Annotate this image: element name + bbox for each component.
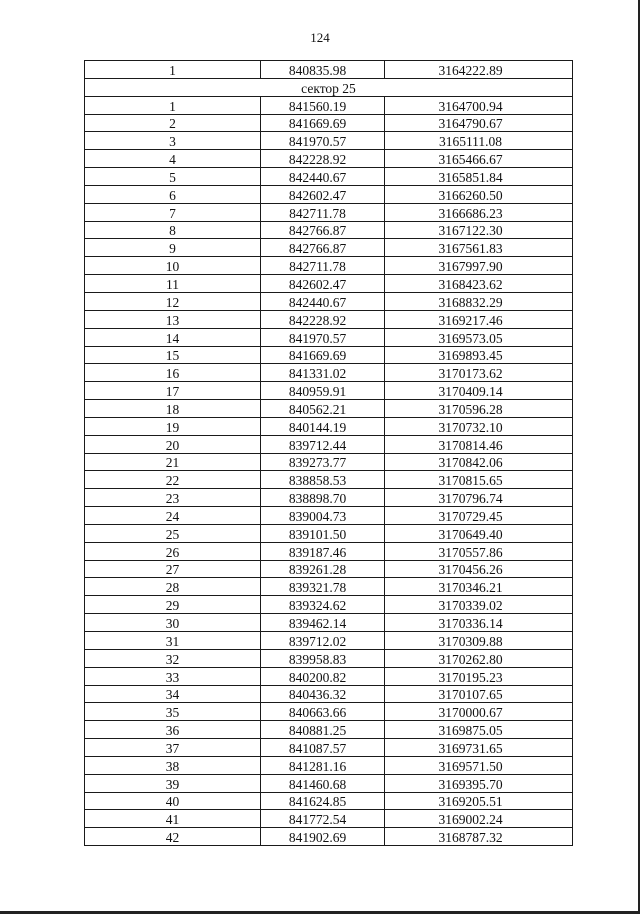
x-coordinate-cell: 840881.25 (261, 721, 385, 739)
y-coordinate-cell: 3170173.62 (385, 364, 573, 382)
point-number-cell: 6 (85, 185, 261, 203)
table-row (85, 221, 573, 239)
table-row (85, 756, 573, 774)
y-coordinate-cell: 3170000.67 (385, 703, 573, 721)
table-row (85, 792, 573, 810)
point-number-cell: 41 (85, 810, 261, 828)
x-coordinate-cell: 840663.66 (261, 703, 385, 721)
x-coordinate-cell: 841624.85 (261, 792, 385, 810)
y-coordinate-cell: 3167561.83 (385, 239, 573, 257)
y-coordinate-cell: 3170649.40 (385, 524, 573, 542)
point-number-cell: 28 (85, 578, 261, 596)
x-coordinate-cell: 842602.47 (261, 275, 385, 293)
point-number-cell: 25 (85, 524, 261, 542)
x-coordinate-cell: 840144.19 (261, 417, 385, 435)
x-coordinate-cell: 842228.92 (261, 310, 385, 328)
point-number-cell: 24 (85, 507, 261, 525)
x-coordinate-cell: 839321.78 (261, 578, 385, 596)
y-coordinate-cell: 3169395.70 (385, 774, 573, 792)
point-number-cell: 37 (85, 739, 261, 757)
point-number-cell: 4 (85, 150, 261, 168)
table-row (85, 489, 573, 507)
y-coordinate-cell: 3168423.62 (385, 275, 573, 293)
y-coordinate-cell: 3170309.88 (385, 632, 573, 650)
table-row (85, 632, 573, 650)
x-coordinate-cell: 839462.14 (261, 614, 385, 632)
point-number-cell: 10 (85, 257, 261, 275)
y-coordinate-cell: 3170729.45 (385, 507, 573, 525)
point-number-cell: 16 (85, 364, 261, 382)
x-coordinate-cell: 841281.16 (261, 756, 385, 774)
table-row (85, 382, 573, 400)
x-coordinate-cell: 842440.67 (261, 168, 385, 186)
table-row (85, 417, 573, 435)
table-row (85, 435, 573, 453)
table-row (85, 185, 573, 203)
y-coordinate-cell: 3170195.23 (385, 667, 573, 685)
table-row (85, 364, 573, 382)
point-number-cell: 19 (85, 417, 261, 435)
y-coordinate-cell: 3165111.08 (385, 132, 573, 150)
x-coordinate-cell: 841970.57 (261, 328, 385, 346)
x-coordinate-cell: 839324.62 (261, 596, 385, 614)
point-number-cell: 36 (85, 721, 261, 739)
y-coordinate-cell: 3169205.51 (385, 792, 573, 810)
point-number-cell: 35 (85, 703, 261, 721)
x-coordinate-cell: 841970.57 (261, 132, 385, 150)
table-row (85, 257, 573, 275)
point-number-cell: 1 (85, 61, 261, 79)
y-coordinate-cell: 3170815.65 (385, 471, 573, 489)
y-coordinate-cell: 3167997.90 (385, 257, 573, 275)
table-row (85, 96, 573, 114)
point-number-cell: 5 (85, 168, 261, 186)
point-number-cell: 14 (85, 328, 261, 346)
point-number-cell: 3 (85, 132, 261, 150)
x-coordinate-cell: 839004.73 (261, 507, 385, 525)
point-number-cell: 17 (85, 382, 261, 400)
y-coordinate-cell: 3169217.46 (385, 310, 573, 328)
point-number-cell: 32 (85, 649, 261, 667)
page-number: 124 (310, 30, 330, 45)
table-row (85, 310, 573, 328)
y-coordinate-cell: 3165851.84 (385, 168, 573, 186)
y-coordinate-cell: 3167122.30 (385, 221, 573, 239)
y-coordinate-cell: 3165466.67 (385, 150, 573, 168)
point-number-cell: 20 (85, 435, 261, 453)
y-coordinate-cell: 3170336.14 (385, 614, 573, 632)
point-number-cell: 13 (85, 310, 261, 328)
y-coordinate-cell: 3170456.26 (385, 560, 573, 578)
y-coordinate-cell: 3168832.29 (385, 292, 573, 310)
table-row (85, 524, 573, 542)
y-coordinate-cell: 3170732.10 (385, 417, 573, 435)
table-row (85, 596, 573, 614)
table-row (85, 649, 573, 667)
point-number-cell: 38 (85, 756, 261, 774)
x-coordinate-cell: 838858.53 (261, 471, 385, 489)
point-number-cell: 27 (85, 560, 261, 578)
point-number-cell: 26 (85, 542, 261, 560)
y-coordinate-cell: 3169573.05 (385, 328, 573, 346)
point-number-cell: 11 (85, 275, 261, 293)
point-number-cell: 34 (85, 685, 261, 703)
x-coordinate-cell: 838898.70 (261, 489, 385, 507)
x-coordinate-cell: 841902.69 (261, 828, 385, 846)
point-number-cell: 31 (85, 632, 261, 650)
x-coordinate-cell: 842711.78 (261, 203, 385, 221)
table-row (85, 560, 573, 578)
table-row (85, 150, 573, 168)
x-coordinate-cell: 840436.32 (261, 685, 385, 703)
point-number-cell: 9 (85, 239, 261, 257)
table-row (85, 168, 573, 186)
point-number-cell: 29 (85, 596, 261, 614)
table-row (85, 667, 573, 685)
sector-header-row (85, 78, 573, 96)
point-number-cell: 33 (85, 667, 261, 685)
x-coordinate-cell: 839101.50 (261, 524, 385, 542)
y-coordinate-cell: 3164222.89 (385, 61, 573, 79)
y-coordinate-cell: 3164700.94 (385, 96, 573, 114)
y-coordinate-cell: 3169893.45 (385, 346, 573, 364)
table-row (85, 703, 573, 721)
y-coordinate-cell: 3169731.65 (385, 739, 573, 757)
point-number-cell: 39 (85, 774, 261, 792)
table-row (85, 614, 573, 632)
x-coordinate-cell: 840835.98 (261, 61, 385, 79)
y-coordinate-cell: 3169875.05 (385, 721, 573, 739)
x-coordinate-cell: 841331.02 (261, 364, 385, 382)
y-coordinate-cell: 3166686.23 (385, 203, 573, 221)
table-row (85, 346, 573, 364)
x-coordinate-cell: 842711.78 (261, 257, 385, 275)
x-coordinate-cell: 842766.87 (261, 239, 385, 257)
x-coordinate-cell: 841772.54 (261, 810, 385, 828)
x-coordinate-cell: 841669.69 (261, 346, 385, 364)
table-row (85, 61, 573, 79)
y-coordinate-cell: 3164790.67 (385, 114, 573, 132)
y-coordinate-cell: 3170596.28 (385, 400, 573, 418)
point-number-cell: 2 (85, 114, 261, 132)
table-row (85, 578, 573, 596)
point-number-cell: 18 (85, 400, 261, 418)
y-coordinate-cell: 3169571.50 (385, 756, 573, 774)
point-number-cell: 40 (85, 792, 261, 810)
y-coordinate-cell: 3170842.06 (385, 453, 573, 471)
sector-title: сектор 25 (85, 78, 573, 96)
x-coordinate-cell: 840562.21 (261, 400, 385, 418)
y-coordinate-cell: 3170557.86 (385, 542, 573, 560)
y-coordinate-cell: 3170262.80 (385, 649, 573, 667)
table-row (85, 774, 573, 792)
point-number-cell: 21 (85, 453, 261, 471)
table-row (85, 721, 573, 739)
table-row (85, 132, 573, 150)
table-row (85, 453, 573, 471)
table-row (85, 685, 573, 703)
table-row (85, 239, 573, 257)
y-coordinate-cell: 3168787.32 (385, 828, 573, 846)
x-coordinate-cell: 841460.68 (261, 774, 385, 792)
table-row (85, 328, 573, 346)
table-row (85, 739, 573, 757)
coordinates-table (84, 60, 573, 846)
table-row (85, 400, 573, 418)
x-coordinate-cell: 841087.57 (261, 739, 385, 757)
x-coordinate-cell: 839187.46 (261, 542, 385, 560)
table-row (85, 810, 573, 828)
y-coordinate-cell: 3166260.50 (385, 185, 573, 203)
x-coordinate-cell: 841669.69 (261, 114, 385, 132)
x-coordinate-cell: 839958.83 (261, 649, 385, 667)
x-coordinate-cell: 842440.67 (261, 292, 385, 310)
point-number-cell: 22 (85, 471, 261, 489)
y-coordinate-cell: 3170409.14 (385, 382, 573, 400)
coordinates-table-body (85, 61, 573, 846)
x-coordinate-cell: 839712.44 (261, 435, 385, 453)
point-number-cell: 12 (85, 292, 261, 310)
table-row (85, 292, 573, 310)
table-row (85, 203, 573, 221)
table-row (85, 507, 573, 525)
table-row (85, 828, 573, 846)
x-coordinate-cell: 842228.92 (261, 150, 385, 168)
point-number-cell: 1 (85, 96, 261, 114)
x-coordinate-cell: 841560.19 (261, 96, 385, 114)
x-coordinate-cell: 839712.02 (261, 632, 385, 650)
point-number-cell: 7 (85, 203, 261, 221)
y-coordinate-cell: 3170346.21 (385, 578, 573, 596)
y-coordinate-cell: 3170814.46 (385, 435, 573, 453)
point-number-cell: 42 (85, 828, 261, 846)
x-coordinate-cell: 839273.77 (261, 453, 385, 471)
x-coordinate-cell: 842602.47 (261, 185, 385, 203)
table-row (85, 114, 573, 132)
y-coordinate-cell: 3170796.74 (385, 489, 573, 507)
x-coordinate-cell: 842766.87 (261, 221, 385, 239)
y-coordinate-cell: 3170339.02 (385, 596, 573, 614)
point-number-cell: 23 (85, 489, 261, 507)
x-coordinate-cell: 839261.28 (261, 560, 385, 578)
table-row (85, 542, 573, 560)
x-coordinate-cell: 840959.91 (261, 382, 385, 400)
y-coordinate-cell: 3170107.65 (385, 685, 573, 703)
point-number-cell: 8 (85, 221, 261, 239)
table-row (85, 275, 573, 293)
table-row (85, 471, 573, 489)
point-number-cell: 30 (85, 614, 261, 632)
y-coordinate-cell: 3169002.24 (385, 810, 573, 828)
point-number-cell: 15 (85, 346, 261, 364)
x-coordinate-cell: 840200.82 (261, 667, 385, 685)
